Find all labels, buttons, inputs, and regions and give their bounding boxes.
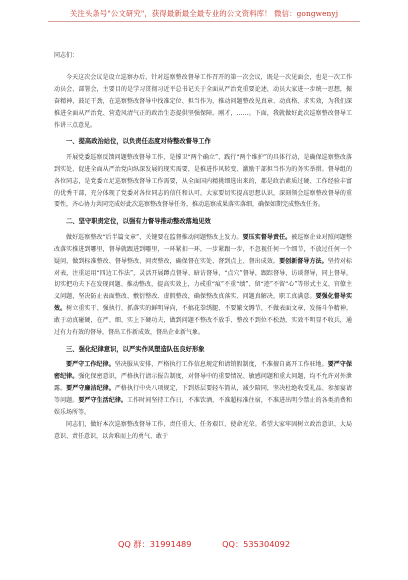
- header-banner: 关注头条号"公文研究"，获得最新最全最专业的公文资料库！ 微信：gongwenyj: [69, 9, 339, 18]
- section-3-part: 强化保密意识，严格执行请示报告制度，对督导中的重要情况、敏感问题和重大问题，均不允许对外泄露。: [54, 373, 352, 393]
- section-2-emphasis: 要压实督导责任。: [242, 233, 292, 241]
- section-3-part: 工作时间坚持工作日，不准饮酒，不准超标准住宿，不准进出明令禁止的各类消费和娱乐场所等。: [54, 397, 352, 416]
- section-1-body: 开展党委巡察反馈问题整改督导工作，是撑卫“两个确立”、践行“两个维护”的具体行动，是确保巡察整改落到实处、促进全面从严治党向纵深发展的现实需要，是推进作风转变、激励干部担当作为的务实举措。督导组的各位同志，是党委立足巡察整改督导工作需要，从全面国内精挑细选出来的，都是政治素质过硬、工作经验丰富的优秀干部，充分体现了党委对各位同志的信任和认可。大家要切实提高思想认识，深刻领会巡察整改督导的重要性，齐心协力共同完成好此次巡察整改督导任务，推动巡察成果落实落细，确保如期完成整改任务。: [54, 153, 352, 209]
- section-2-emphasis: 要强化督导实效。: [54, 293, 352, 313]
- section-2-part: 坚持对标对表，注重运用“四边工作法”，灵活开展蹲点督导、暗访督导，“点穴”督导，跟踪督导，访谈督导，同上督导，切实把功夫下在发现问题、推动整改，提高实效上，力戒重“痕”不重“绩”、留“迹”不留“心”等形式主义、官僚主义问题，坚决防止表面整改、敷衍整改、虚假整改，确保整改真落实、问题真解决，职工真满意。: [54, 257, 352, 301]
- section-2-emphasis: 要创新督导方法。: [279, 257, 328, 265]
- section-3-body: [54, 359, 352, 419]
- section-2-part: 被巡察企业对照问题整改落实推进到哪里，督导就跟进到哪里，一环紧扣一环，一步紧跟一步，不忽视任何一个细节，不放过任何一个疑问，做到标准整改、督导整改、问责整改，确保督在实处、督到点上、督出成效。: [54, 233, 352, 265]
- footer-qq-group: QQ 群：31991489: [117, 539, 192, 549]
- section-3-heading: 三、强化纪律意识，以严实作风塑造队伍良好形象: [66, 345, 205, 353]
- section-2-heading: 二、坚守职责定位，以强有力督导推动整改落地见效: [66, 218, 211, 226]
- section-3-part: 严格执行中央八项规定，下到基层要轻车简从，减少陪同，坚决杜绝收受礼品、参加宴请等问题。: [54, 385, 352, 405]
- section-2-body: [54, 232, 352, 339]
- section-1-heading: 一、提高政治站位，以负责任态度对待整改督导工作: [66, 138, 211, 146]
- section-2-part: 做好巡察整改“后半篇文章”，关键要在监督推动问题整改上发力。: [66, 233, 243, 241]
- header-divider: [48, 21, 360, 22]
- section-3-emphasis: 要严守保密纪律。: [54, 361, 352, 381]
- footer-contact: [0, 539, 408, 550]
- intro-paragraph: 今天这次会议是设立巡察办后，针对巡察整改督导工作召开的第一次会议，既是一次见面会，也是一次工作动员会、部署会，主要目的是学习贯彻习近平总书记关于全面从严治党重要论述，动员大家进一步统一思想，振奋精神，鼓足干劲，在巡察整改督导中找准定位、担当作为，推动问题整改见真章、动真格、求实效，为我们深推进全面从严治党、营造风清气正的政治生态提供坚强保障。刚才，……。下面，我就做好此次巡察整改督导工作讲三点意见。: [54, 73, 352, 129]
- greeting: 同志们：: [54, 52, 79, 59]
- section-3-emphasis: 要严守廉洁纪律。: [66, 385, 115, 393]
- section-2-part: 树立重实干、强执行、抓落实的鲜明导向，不搞花拳绣腿、不要繁文缛节，不做表面文章，发扬斗争精神，敢于动真碰硬，在严、细、实上下硬功夫，做到问题不整改不放手、整改不到位不松劲，实效不明显不收兵，通过有力有效的督导，督出工作新成效，督出企业新气象。: [54, 305, 352, 337]
- closing-paragraph: 同志们，做好本次巡察整改督导工作，责任重大、任务艰巨、使命光荣。希望大家牢固树立政治意识、大局意识、责任意识，以舍难而上的勇气、敢于: [54, 420, 352, 440]
- footer-qq: QQ：535304092: [222, 539, 291, 549]
- section-3-part: 坚决服从安排，严格执行工作信息规定和请销假制度，不准擅自离开工作驻地。: [114, 361, 328, 369]
- section-3-emphasis: 要严守工作纪律。: [66, 361, 115, 369]
- document-body: [54, 50, 352, 443]
- section-3-emphasis: 要严守生活纪律。: [78, 397, 128, 405]
